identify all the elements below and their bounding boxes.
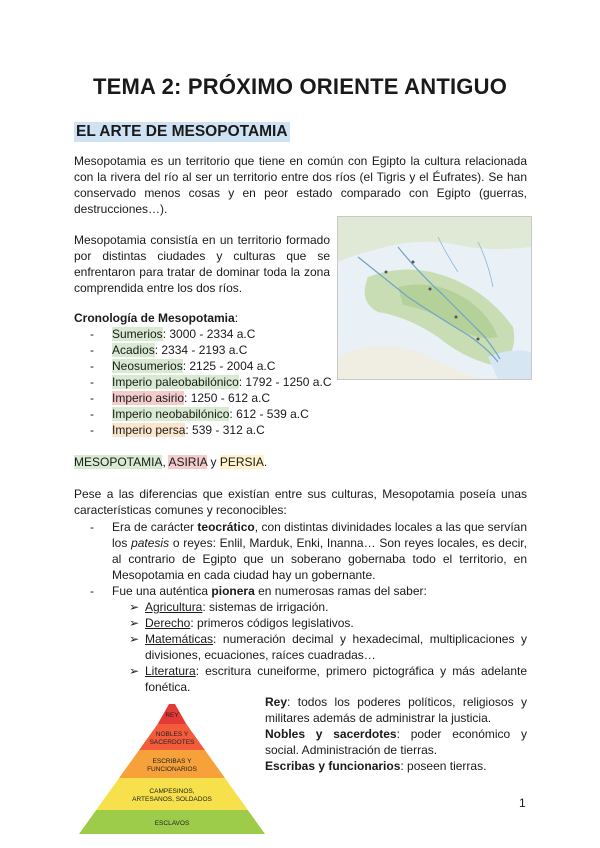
region-end: . <box>263 455 268 469</box>
field-name: Matemáticas <box>145 632 214 646</box>
roles-list <box>265 694 527 774</box>
chronology-name: Imperio asirio <box>112 391 185 405</box>
chronology-dates: : 1792 - 1250 a.C <box>238 375 332 389</box>
role-desc: : todos los poderes políticos, religiosos y militares además de administrar la justicia. <box>265 695 527 725</box>
fields-list <box>129 599 527 695</box>
chronology-item: - Acadios: 2334 - 2193 a.C <box>90 343 248 357</box>
region-mesopotamia: MESOPOTAMIA <box>74 455 163 469</box>
chronology-dates: : 3000 - 2334 a.C <box>162 327 256 341</box>
characteristic-item: - Era de carácter teocrático, con distintas divinidades locales a las que servían los patesis o reyes: Enlil, Marduk, Enki, Inanna… Son reyes locales, es decir, al contrario de Egipto que un soberano gobernaba todo el territorio, en Mesopotamia en cada ciudad hay un gobernante. <box>90 520 528 582</box>
chronology-dates: : 1250 - 612 a.C <box>184 391 271 405</box>
regions-line <box>74 454 374 470</box>
pyramid-label: NOBLES Y <box>155 731 189 738</box>
chronology-name: Acadios <box>112 343 155 357</box>
region-asiria: ASIRIA <box>168 455 208 469</box>
field-desc: : numeración decimal y hexadecimal, multiplicaciones y divisiones, ecuaciones, raíces cuadradas… <box>145 632 527 662</box>
pyramid-label: ARTESANOS, SOLDADOS <box>132 796 212 803</box>
text-run: o reyes: Enlil, Marduk, Enki, Inanna… Son reyes locales, es decir, al contrario de Egipto que un soberano gobernaba todo el territorio, en Mesopotamia en cada ciudad hay un gobernante. <box>112 536 527 582</box>
role-name: Nobles y sacerdotes <box>265 727 397 741</box>
chronology-heading: Cronología de Mesopotamia: <box>74 311 239 325</box>
text-run: , con distintas divinidades locales a las que servían los <box>112 520 528 550</box>
chronology-item: - Sumerios: 3000 - 2334 a.C <box>90 327 256 341</box>
field-item: ➢ Literatura: escritura cuneiforme, primero pictográfica y más adelante fonética. <box>129 664 527 694</box>
chronology-item: - Imperio paleobabilónico: 1792 - 1250 a.C <box>90 375 332 389</box>
characteristic-item: - Fue una auténtica pionera en numerosas ramas del saber: <box>90 584 427 598</box>
role-name: Rey <box>265 695 288 709</box>
chronology-name: Imperio persa <box>112 423 186 437</box>
text-bold: teocrático <box>197 520 255 534</box>
territory-paragraph: Mesopotamia consistía en un territorio formado por distintas ciudades y culturas que se enfrentaron para tratar de dominar toda la zona comprendida entre los dos ríos. <box>74 233 330 295</box>
field-desc: : primeros códigos legislativos. <box>190 616 354 630</box>
page-number: 1 <box>519 796 526 810</box>
chronology-dates: : 2125 - 2004 a.C <box>182 359 276 373</box>
role-desc: : poder económico y social. Administración de tierras. <box>265 727 527 757</box>
role-item <box>265 726 527 758</box>
field-item: ➢ Agricultura: sistemas de irrigación. <box>129 600 329 614</box>
mesopotamia-map <box>337 216 532 380</box>
field-item: ➢ Derecho: primeros códigos legislativos. <box>129 616 354 630</box>
section-heading: EL ARTE DE MESOPOTAMIA <box>76 123 288 140</box>
role-desc: : poseen tierras. <box>400 759 487 773</box>
chronology-name: Imperio neobabilónico <box>112 407 230 421</box>
chronology-item: - Imperio asirio: 1250 - 612 a.C <box>90 391 271 405</box>
pyramid-label: CAMPESINOS, <box>149 788 195 795</box>
field-desc: : sistemas de irrigación. <box>202 600 329 614</box>
role-item <box>265 694 527 726</box>
intro-paragraph: Mesopotamia es un territorio que tiene en común con Egipto la cultura relacionada con la rivera del río al ser un territorio entre dos ríos (el Tigris y el Éufrates). Se han conservado menos cosas y en peor estado comparado con Egipto (guerras, destrucciones…). <box>74 154 527 216</box>
text-run: Fue una auténtica <box>112 584 212 598</box>
document-title: TEMA 2: PRÓXIMO ORIENTE ANTIGUO <box>92 74 508 99</box>
text-run: Era de carácter <box>112 520 198 534</box>
field-name: Derecho <box>145 616 191 630</box>
region-separator: y <box>207 455 220 469</box>
chronology-dates: : 2334 - 2193 a.C <box>154 343 248 357</box>
region-separator: , <box>162 455 169 469</box>
map-graphic <box>338 217 531 379</box>
text-run: en numerosas ramas del saber: <box>254 584 427 598</box>
chronology-item: - Neosumerios: 2125 - 2004 a.C <box>90 359 276 373</box>
role-name: Escribas y funcionarios <box>265 759 401 773</box>
text-bold: pionera <box>211 584 255 598</box>
field-name: Agricultura <box>145 600 203 614</box>
field-item: ➢ Matemáticas: numeración decimal y hexadecimal, multiplicaciones y divisiones, ecuaciones, raíces cuadradas… <box>129 632 527 662</box>
characteristics-list <box>90 519 527 599</box>
pyramid-label: FUNCIONARIOS <box>147 766 197 773</box>
chronology-heading-text: Cronología de Mesopotamia <box>74 311 235 325</box>
pyramid-label: ESCLAVOS <box>154 820 190 827</box>
common-paragraph: Pese a las diferencias que existían entre sus culturas, Mesopotamia poseía unas características comunes y reconocibles: <box>74 487 527 517</box>
pyramid-label: ESCRIBAS Y <box>152 758 192 765</box>
chronology-dates: : 612 - 539 a.C <box>229 407 309 421</box>
text-italic: patesis <box>131 536 170 550</box>
pyramid-label: SACERDOTES <box>149 739 195 746</box>
region-persia: PERSIA <box>219 455 264 469</box>
chronology-dates: : 539 - 312 a.C <box>185 423 265 437</box>
chronology-list <box>90 326 350 438</box>
role-item <box>265 758 527 774</box>
chronology-item: - Imperio neobabilónico: 612 - 539 a.C <box>90 407 309 421</box>
chronology-name: Sumerios <box>112 327 163 341</box>
pyramid-label: REY <box>165 712 179 719</box>
field-name: Literatura <box>145 664 196 678</box>
chronology-name: Neosumerios <box>112 359 183 373</box>
field-desc: : escritura cuneiforme, primero pictográfica y más adelante fonética. <box>145 664 527 694</box>
chronology-name: Imperio paleobabilónico <box>112 375 239 389</box>
social-pyramid <box>77 698 267 836</box>
chronology-item: - Imperio persa: 539 - 312 a.C <box>90 423 265 437</box>
